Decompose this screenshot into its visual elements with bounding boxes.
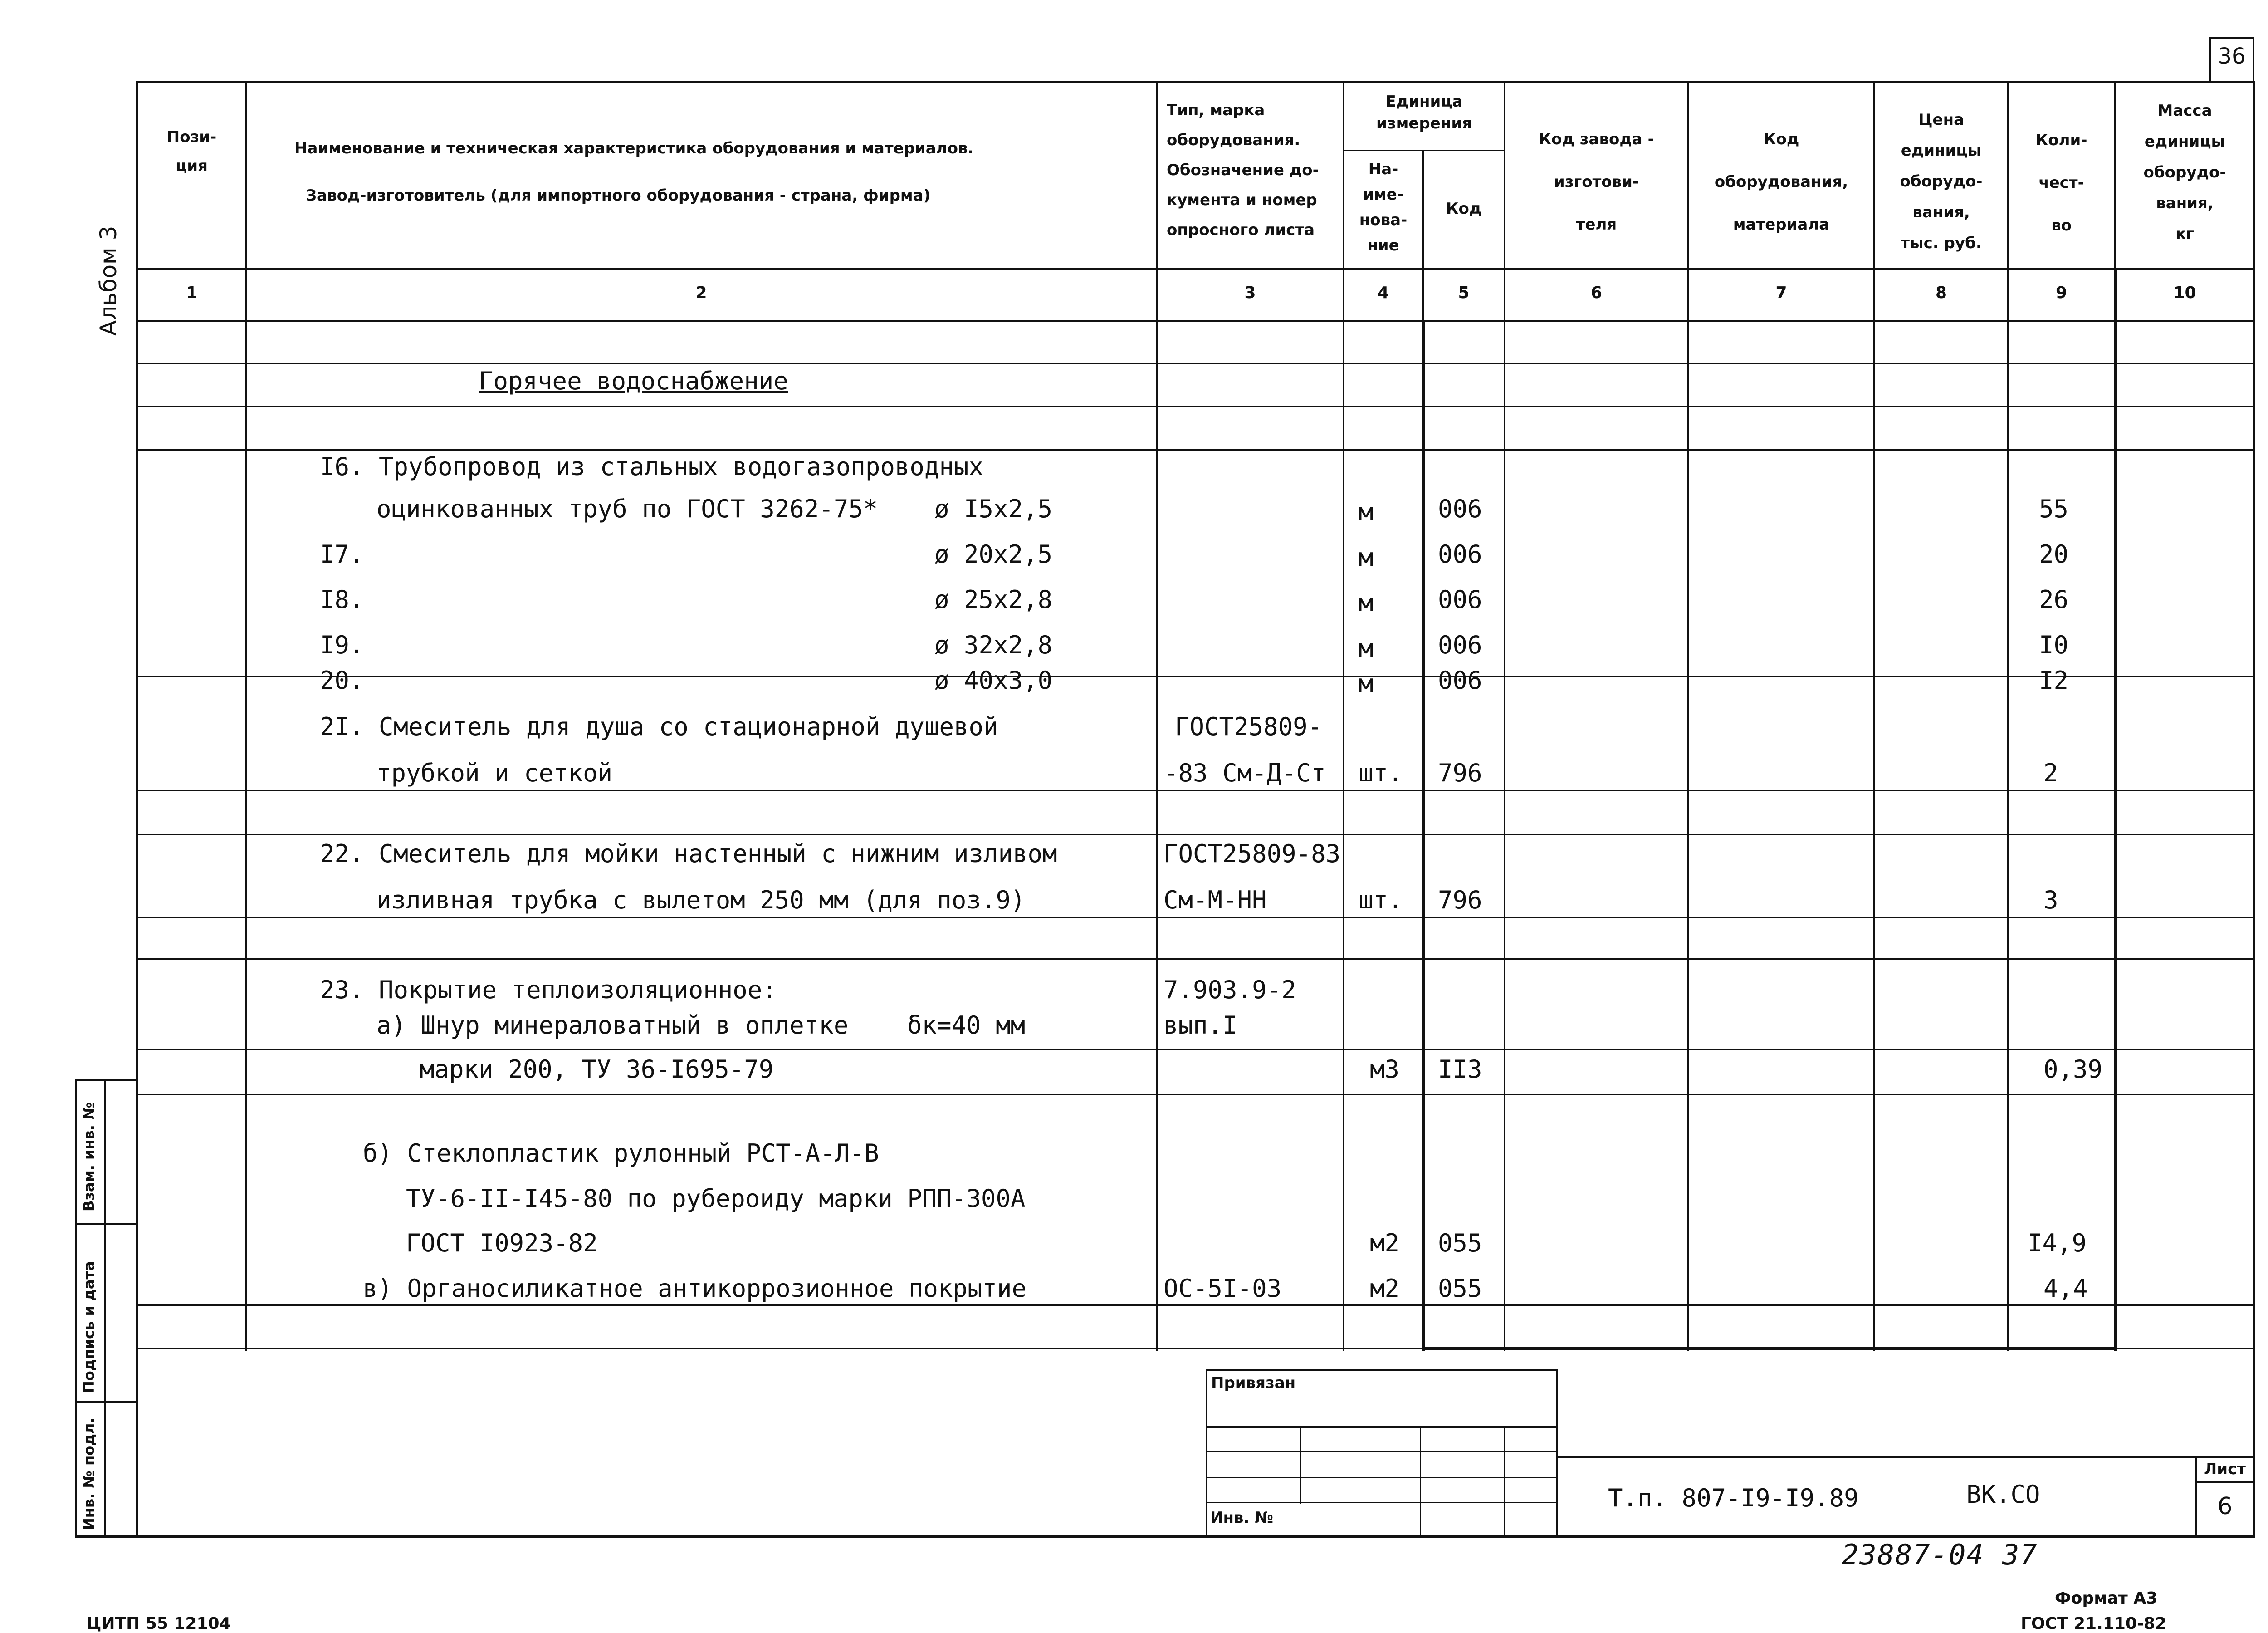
handwritten-number: 23887-04 37 [1842, 1538, 2038, 1571]
row-16b-dim: ø I5x2,5 [934, 495, 1053, 523]
format-label: Формат А3 [2055, 1589, 2158, 1608]
row-23c-type: ОС-5I-03 [1163, 1274, 1282, 1303]
header-name: Наименование и техническая характеристика оборудования и материалов. Завод-изготовитель (для импортного оборудования - страна, фирма) [294, 139, 974, 205]
row-23a2-qty: 0,39 [2043, 1055, 2103, 1084]
row-23c-unit: м2 [1370, 1274, 1400, 1303]
col-num-6: 6 [1590, 284, 1603, 302]
row-19-name: I9. [320, 631, 364, 659]
col-num-1: 1 [186, 284, 198, 302]
row-20-qty: I2 [2039, 666, 2069, 695]
row-18-qty: 26 [2039, 585, 2069, 614]
row-23b3-name: ГОСТ I0923-82 [406, 1229, 598, 1257]
row-21b-unit: шт. [1359, 759, 1403, 787]
row-16b-code: 006 [1438, 495, 1482, 523]
row-21b-code: 796 [1438, 759, 1482, 787]
stamp-sheet-number: 6 [2217, 1493, 2233, 1520]
row-23b3-qty: I4,9 [2028, 1229, 2087, 1257]
stamp-doc-mark: ВК.СО [1966, 1480, 2040, 1509]
row-18-unit: м [1359, 588, 1374, 617]
header-price: Цена единицы оборудо- вания, тыс. руб. [1900, 111, 1983, 252]
row-22b-type: См-М-НН [1163, 886, 1267, 914]
row-23b3-code: 055 [1438, 1229, 1482, 1257]
col-num-8: 8 [1935, 284, 1947, 302]
col-num-7: 7 [1775, 284, 1787, 302]
row-22b-name: изливная трубка с вылетом 250 мм (для поз.9) [376, 886, 1026, 914]
row-20-name: 20. [320, 666, 364, 695]
header-type: Тип, марка оборудования. Обозначение до- кумента и номер опросного листа [1167, 101, 1319, 239]
row-22b-qty: 3 [2043, 886, 2058, 914]
frame-right [2253, 81, 2255, 1537]
row-20-unit: м [1359, 669, 1374, 698]
row-23c-qty: 4,4 [2043, 1274, 2088, 1303]
header-mass: Масса единицы оборудо- вания, кг [2143, 102, 2226, 243]
header-unit-name: На- име- нова- ние [1359, 160, 1408, 255]
row-23a2-code: II3 [1438, 1055, 1482, 1084]
row-16b-qty: 55 [2039, 495, 2069, 523]
row-19-unit: м [1359, 634, 1374, 662]
footer-left: ЦИТП 55 12104 [86, 1614, 231, 1633]
header-unit: Единица измерения [1376, 93, 1472, 132]
row-23c-code: 055 [1438, 1274, 1482, 1303]
row-16b-name: оцинкованных труб по ГОСТ 3262-75* [376, 495, 878, 523]
row-21b-name: трубкой и сеткой [376, 759, 613, 787]
sheet-number-top: 36 [2218, 44, 2246, 69]
row-17-qty: 20 [2039, 540, 2069, 569]
row-19-qty: I0 [2039, 631, 2069, 659]
stamp-doc-code: Т.п. 807-I9-I9.89 [1608, 1484, 1859, 1512]
stamp-privyazan: Привязан [1211, 1374, 1296, 1392]
row-23b-name: б) Стеклопластик рулонный РСТ-А-Л-В [363, 1139, 879, 1167]
footer-right: ГОСТ 21.110-82 [2021, 1614, 2167, 1633]
row-23a-dim: δк=40 мм [907, 1011, 1026, 1040]
col-num-3: 3 [1244, 284, 1256, 302]
row-23c-name: в) Органосиликатное антикоррозионное покрытие [363, 1274, 1026, 1303]
row-23a2-name: марки 200, ТУ 36-I695-79 [420, 1055, 774, 1084]
row-23a2-unit: м3 [1370, 1055, 1400, 1084]
row-17-name: I7. [320, 540, 364, 569]
album-label: Альбом 3 [95, 226, 122, 336]
col-num-4: 4 [1377, 284, 1389, 302]
section-title: Горячее водоснабжение [479, 367, 788, 395]
row-23-type: 7.903.9-2 [1163, 976, 1296, 1004]
row-20-dim: ø 40x3,0 [934, 666, 1053, 695]
frame-bottom [75, 1535, 2255, 1538]
frame-top [136, 81, 2254, 83]
row-19-dim: ø 32x2,8 [934, 631, 1053, 659]
row-21-type: ГОСТ25809- [1175, 712, 1323, 741]
row-16b-unit: м [1359, 498, 1374, 526]
row-23b3-unit: м2 [1370, 1229, 1400, 1257]
col-num-5: 5 [1458, 284, 1470, 302]
row-22-name: 22. Смеситель для мойки настенный с нижним изливом [320, 839, 1057, 868]
row-19-code: 006 [1438, 631, 1482, 659]
row-23-name: 23. Покрытие теплоизоляционное: [320, 976, 777, 1004]
col-num-9: 9 [2055, 284, 2068, 302]
row-22b-unit: шт. [1359, 886, 1403, 914]
col-num-2: 2 [695, 284, 707, 302]
header-equipment-code: Код оборудования, материала [1714, 130, 1848, 234]
stamp-inv-no: Инв. № [1210, 1509, 1274, 1527]
header-quantity: Коли- чест- во [2035, 131, 2087, 235]
row-20-code: 006 [1438, 666, 1482, 695]
row-23a-name: а) Шнур минераловатный в оплетке [376, 1011, 849, 1040]
row-23b2-name: ТУ-6-II-I45-80 по рубероиду марки РПП-300А [406, 1184, 1026, 1213]
row-23a-type: вып.I [1163, 1011, 1237, 1040]
side-field-signature-date: Подпись и дата [80, 1261, 98, 1393]
row-17-dim: ø 20x2,5 [934, 540, 1053, 569]
row-22b-code: 796 [1438, 886, 1482, 914]
row-18-code: 006 [1438, 585, 1482, 614]
row-22-type: ГОСТ25809-83 [1163, 839, 1341, 868]
header-factory-code: Код завода - изготови- теля [1539, 130, 1654, 234]
row-21-name: 2I. Смеситель для душа со стационарной душевой [320, 712, 998, 741]
header-position: Пози- ция [166, 128, 217, 175]
col-num-10: 10 [2173, 284, 2196, 302]
row-16-name: I6. Трубопровод из стальных водогазопроводных [320, 452, 983, 481]
row-21b-type: -83 См-Д-Ст [1163, 759, 1326, 787]
side-field-replaced-inv: Взам. инв. № [80, 1102, 98, 1211]
row-18-dim: ø 25x2,8 [934, 585, 1053, 614]
row-21b-qty: 2 [2043, 759, 2058, 787]
stamp-sheet-label: Лист [2204, 1460, 2246, 1478]
row-17-unit: м [1359, 543, 1374, 572]
side-field-original-inv: Инв. № подл. [80, 1417, 98, 1530]
header-unit-code: Код [1446, 200, 1482, 218]
row-18-name: I8. [320, 585, 364, 614]
row-17-code: 006 [1438, 540, 1482, 569]
